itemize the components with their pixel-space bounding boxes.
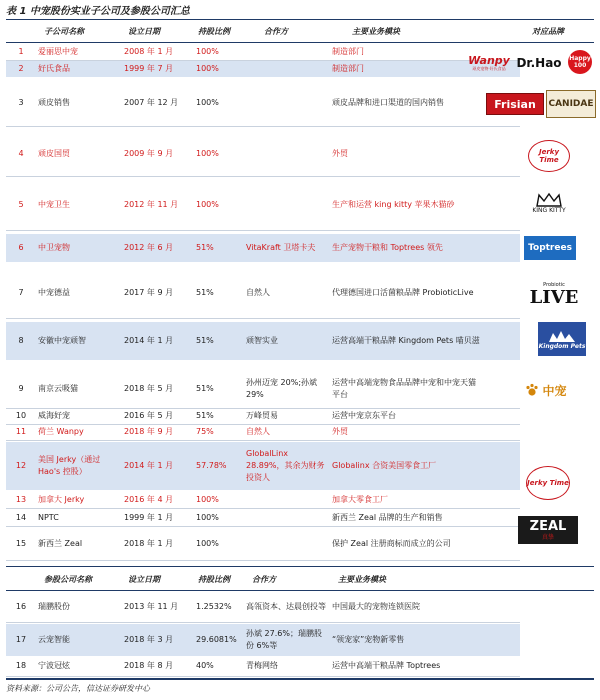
header-name: 子公司名称 <box>44 26 84 36</box>
header-partner: 合作方 <box>264 26 288 36</box>
subsidiary-row <box>6 322 520 360</box>
subsidiary-cell-n: 1 <box>18 47 24 56</box>
pets-icon <box>547 329 577 343</box>
header-date: 设立日期 <box>128 26 160 36</box>
source-note: 资料来源：公司公告，信达证券研发中心 <box>6 684 150 693</box>
subsidiary-cell-n: 11 <box>15 427 27 436</box>
subsidiary-cell-ratio: 100% <box>196 149 219 158</box>
subsidiary-row <box>6 44 520 60</box>
subsidiary-cell-partner <box>246 510 328 526</box>
row-separator <box>6 622 520 623</box>
subsidiary-cell-partner: 万峰贸易 <box>246 411 278 420</box>
subsidiary-cell-name: 好氏食品 <box>38 64 70 73</box>
subsidiary-row <box>6 80 520 126</box>
subsidiary-cell-name: 安徽中宠顽智 <box>38 336 86 345</box>
subsidiary-row <box>6 268 520 318</box>
subsidiary-cell-name: 新西兰 Zeal <box>38 539 83 548</box>
header-brands: 对应品牌 <box>532 26 564 36</box>
subsidiary-cell-ratio: 51% <box>196 336 214 345</box>
subsidiary-cell-partner <box>246 80 328 126</box>
associate-cell-ratio: 40% <box>196 661 214 670</box>
subsidiary-cell-date: 2014 年 1 月 <box>124 336 174 345</box>
jerky-time-logo-2: Jerky Time <box>526 466 570 500</box>
header2-ratio: 持股比例 <box>198 574 230 584</box>
subsidiary-cell-n: 5 <box>18 200 24 209</box>
subsidiary-cell-date: 2017 年 9 月 <box>124 288 174 297</box>
subsidiary-cell-name: 爱丽思中宠 <box>38 47 78 56</box>
subsidiary-cell-date: 2007 年 12 月 <box>124 98 179 107</box>
subsidiary-cell-ratio: 100% <box>196 64 219 73</box>
subsidiary-cell-biz: 制造部门 <box>332 64 364 73</box>
subsidiary-cell-biz: Globalinx 合资美国零食工厂 <box>332 461 437 470</box>
subsidiary-cell-n: 13 <box>15 495 27 504</box>
subsidiary-cell-biz: 运营中高端宠物食品品牌中宠和中宠天猫平台 <box>332 378 476 399</box>
associate-row <box>6 624 520 656</box>
subsidiary-row <box>6 132 520 176</box>
header-row <box>6 20 594 42</box>
kingdom-pets-logo: Kingdom Pets <box>538 322 586 356</box>
subsidiary-cell-ratio: 100% <box>196 98 219 107</box>
subsidiary-cell-n: 10 <box>15 411 27 420</box>
row-separator <box>6 676 520 677</box>
subsidiary-cell-ratio: 100% <box>196 539 219 548</box>
bottom-rule <box>6 678 594 680</box>
subsidiary-cell-date: 2018 年 9 月 <box>124 427 174 436</box>
subsidiary-row <box>6 442 520 490</box>
subsidiary-cell-name: 南京云吸猫 <box>38 384 78 393</box>
associate-cell-biz: 运营中高端干粮品牌 Toptrees <box>332 661 441 670</box>
subsidiary-row <box>6 234 520 262</box>
subsidiary-cell-ratio: 100% <box>196 200 219 209</box>
subsidiary-cell-partner <box>246 61 328 77</box>
happy100-logo: Happy 100 <box>568 50 592 74</box>
subsidiary-cell-biz: 加拿大零食工厂 <box>332 495 388 504</box>
subsidiary-row <box>6 370 520 408</box>
row-separator <box>6 440 520 441</box>
subsidiary-cell-n: 2 <box>18 64 24 73</box>
associate-top-rule <box>6 566 594 567</box>
subsidiary-row <box>6 492 520 508</box>
subsidiary-row <box>6 408 520 424</box>
row-separator <box>6 176 520 177</box>
subsidiary-cell-name: 中宠卫生 <box>38 200 70 209</box>
subsidiary-cell-biz: 外贸 <box>332 427 348 436</box>
subsidiary-cell-ratio: 51% <box>196 288 214 297</box>
subsidiary-cell-date: 2018 年 1 月 <box>124 539 174 548</box>
subsidiary-cell-n: 6 <box>18 243 24 252</box>
associate-row <box>6 592 520 622</box>
subsidiary-cell-name: 加拿大 Jerky <box>38 495 85 504</box>
jerky-time-logo: Jerky Time <box>528 140 570 172</box>
subsidiary-row <box>6 180 520 230</box>
subsidiary-cell-partner: 自然人 <box>246 288 270 297</box>
subsidiary-row <box>6 424 520 440</box>
subsidiary-cell-partner: VitaKraft 卫塔卡夫 <box>246 243 316 252</box>
drhao-logo: Dr.Hao <box>516 56 562 70</box>
associate-cell-name: 瑞鹏股份 <box>38 602 70 611</box>
associate-cell-partner: 孙斌 27.6%；瑞鹏股份 6%等 <box>246 629 322 650</box>
subsidiary-cell-date: 2009 年 9 月 <box>124 149 174 158</box>
subsidiary-cell-name: 威海好宠 <box>38 411 70 420</box>
subsidiary-cell-date: 2014 年 1 月 <box>124 461 174 470</box>
header2-name: 参股公司名称 <box>44 574 92 584</box>
subsidiary-cell-n: 8 <box>18 336 24 345</box>
subsidiary-cell-n: 12 <box>15 461 27 470</box>
associate-cell-biz: 中国最大的宠物连锁医院 <box>332 602 420 611</box>
subsidiary-cell-partner: GlobalLinx 28.89%，其余为财务投资人 <box>246 449 325 482</box>
canidae-logo: CANIDAE <box>546 90 596 118</box>
associate-cell-date: 2013 年 11 月 <box>124 602 179 611</box>
subsidiary-cell-name: 顽皮销售 <box>38 98 70 107</box>
subsidiary-cell-date: 2008 年 1 月 <box>124 47 174 56</box>
associate-cell-name: 云宠智能 <box>38 635 70 644</box>
subsidiary-cell-partner <box>246 180 328 230</box>
associate-cell-date: 2018 年 8 月 <box>124 661 174 670</box>
row-separator <box>6 508 520 509</box>
associate-cell-n: 16 <box>15 602 27 611</box>
subsidiary-cell-name: 中卫宠物 <box>38 243 70 252</box>
subsidiary-cell-date: 2012 年 6 月 <box>124 243 174 252</box>
row-separator <box>6 126 520 127</box>
wanpy-logo: Wanpy 顽皮宠物·好氏食品 <box>468 53 510 71</box>
subsidiary-row <box>6 528 520 560</box>
paw-icon <box>525 383 539 397</box>
subsidiary-cell-n: 15 <box>15 539 27 548</box>
table-title: 表 1 中宠股份实业子公司及参股公司汇总 <box>6 6 190 17</box>
associate-row <box>6 656 520 676</box>
subsidiary-cell-ratio: 100% <box>196 47 219 56</box>
crown-icon <box>536 193 562 207</box>
associate-header-row <box>6 568 594 590</box>
subsidiary-cell-n: 7 <box>18 288 24 297</box>
subsidiary-cell-ratio: 51% <box>196 411 214 420</box>
subsidiary-cell-date: 2012 年 11 月 <box>124 200 179 209</box>
row-separator <box>6 230 520 231</box>
subsidiary-cell-ratio: 75% <box>196 427 214 436</box>
subsidiary-cell-ratio: 100% <box>196 495 219 504</box>
subsidiary-cell-biz: 运营高端干粮品牌 Kingdom Pets 喵贝滋 <box>332 336 480 345</box>
subsidiary-cell-name: 荷兰 Wanpy <box>38 427 84 436</box>
probiotic-live-logo: Probiotic LIVE <box>529 282 579 308</box>
associate-cell-partner: 高瓴资本、达晨创投等 <box>246 602 326 611</box>
subsidiary-cell-biz: 代理德国进口活菌粮品牌 ProbioticLive <box>332 288 474 297</box>
associate-cell-ratio: 1.2532% <box>196 602 232 611</box>
king-kitty-logo: KING KITTY <box>526 186 572 220</box>
subsidiary-row <box>6 61 520 77</box>
header-business: 主要业务模块 <box>352 26 400 36</box>
row-separator <box>6 318 520 319</box>
subsidiary-cell-date: 1999 年 1 月 <box>124 513 174 522</box>
row-separator <box>6 560 520 561</box>
subsidiary-cell-partner: 孙州迈宠 20%;孙斌 29% <box>246 378 318 399</box>
associate-cell-n: 17 <box>15 635 27 644</box>
subsidiary-cell-n: 14 <box>15 513 27 522</box>
subsidiary-cell-partner <box>246 132 328 176</box>
header2-date: 设立日期 <box>128 574 160 584</box>
subsidiary-cell-date: 2016 年 4 月 <box>124 495 174 504</box>
subsidiary-cell-biz: 新西兰 Zeal 品牌的生产和销售 <box>332 513 443 522</box>
zhongchong-logo: 中宠 <box>518 378 574 402</box>
subsidiary-cell-biz: 生产宠物干粮和 Toptrees 领先 <box>332 243 443 252</box>
subsidiary-cell-biz: 保护 Zeal 注册商标而成立的公司 <box>332 539 451 548</box>
subsidiary-cell-biz: 制造部门 <box>332 47 364 56</box>
associate-cell-n: 18 <box>15 661 27 670</box>
subsidiary-cell-name: 美国 Jerky（通过 Hao's 控股） <box>38 455 101 476</box>
subsidiary-cell-partner: 自然人 <box>246 427 270 436</box>
associate-cell-ratio: 29.6081% <box>196 635 237 644</box>
associate-cell-partner: 青梅网络 <box>246 661 278 670</box>
subsidiary-cell-biz: 运营中宠京东平台 <box>332 411 396 420</box>
subsidiary-cell-biz: 顽皮品牌和进口渠道的国内销售 <box>332 98 444 107</box>
header-ratio: 持股比例 <box>198 26 230 36</box>
subsidiary-cell-n: 4 <box>18 149 24 158</box>
subsidiary-cell-partner: 顽智实业 <box>246 336 278 345</box>
subsidiary-cell-name: 顽皮国贸 <box>38 149 70 158</box>
subsidiary-cell-n: 3 <box>18 98 24 107</box>
row-separator <box>6 526 520 527</box>
subsidiary-cell-name: 中宠德益 <box>38 288 70 297</box>
subsidiary-cell-ratio: 57.78% <box>196 461 227 470</box>
subsidiary-cell-biz: 外贸 <box>332 149 348 158</box>
subsidiary-cell-ratio: 51% <box>196 243 214 252</box>
subsidiary-cell-n: 9 <box>18 384 24 393</box>
subsidiary-cell-biz: 生产和运营 king kitty 苹果木猫砂 <box>332 200 455 209</box>
subsidiary-cell-ratio: 100% <box>196 513 219 522</box>
toptrees-logo: Toptrees <box>524 236 576 260</box>
subsidiary-cell-partner <box>246 528 328 560</box>
header-rule <box>6 42 594 43</box>
subsidiary-cell-date: 2016 年 5 月 <box>124 411 174 420</box>
subsidiary-row <box>6 510 520 526</box>
subsidiary-cell-ratio: 51% <box>196 384 214 393</box>
associate-cell-name: 宁波冠炫 <box>38 661 70 670</box>
subsidiary-cell-partner <box>246 492 328 508</box>
subsidiary-cell-date: 2018 年 5 月 <box>124 384 174 393</box>
header2-partner: 合作方 <box>252 574 276 584</box>
header2-business: 主要业务模块 <box>338 574 386 584</box>
zeal-logo: ZEAL 真挚 <box>518 516 578 544</box>
subsidiary-cell-name: NPTC <box>38 513 59 522</box>
subsidiary-cell-date: 1999 年 7 月 <box>124 64 174 73</box>
associate-cell-date: 2018 年 3 月 <box>124 635 174 644</box>
associate-cell-biz: “领宠家”宠物新零售 <box>332 635 405 644</box>
frisian-logo: Frisian <box>486 93 544 115</box>
subsidiary-cell-partner <box>246 44 328 60</box>
associate-header-rule <box>6 590 594 591</box>
